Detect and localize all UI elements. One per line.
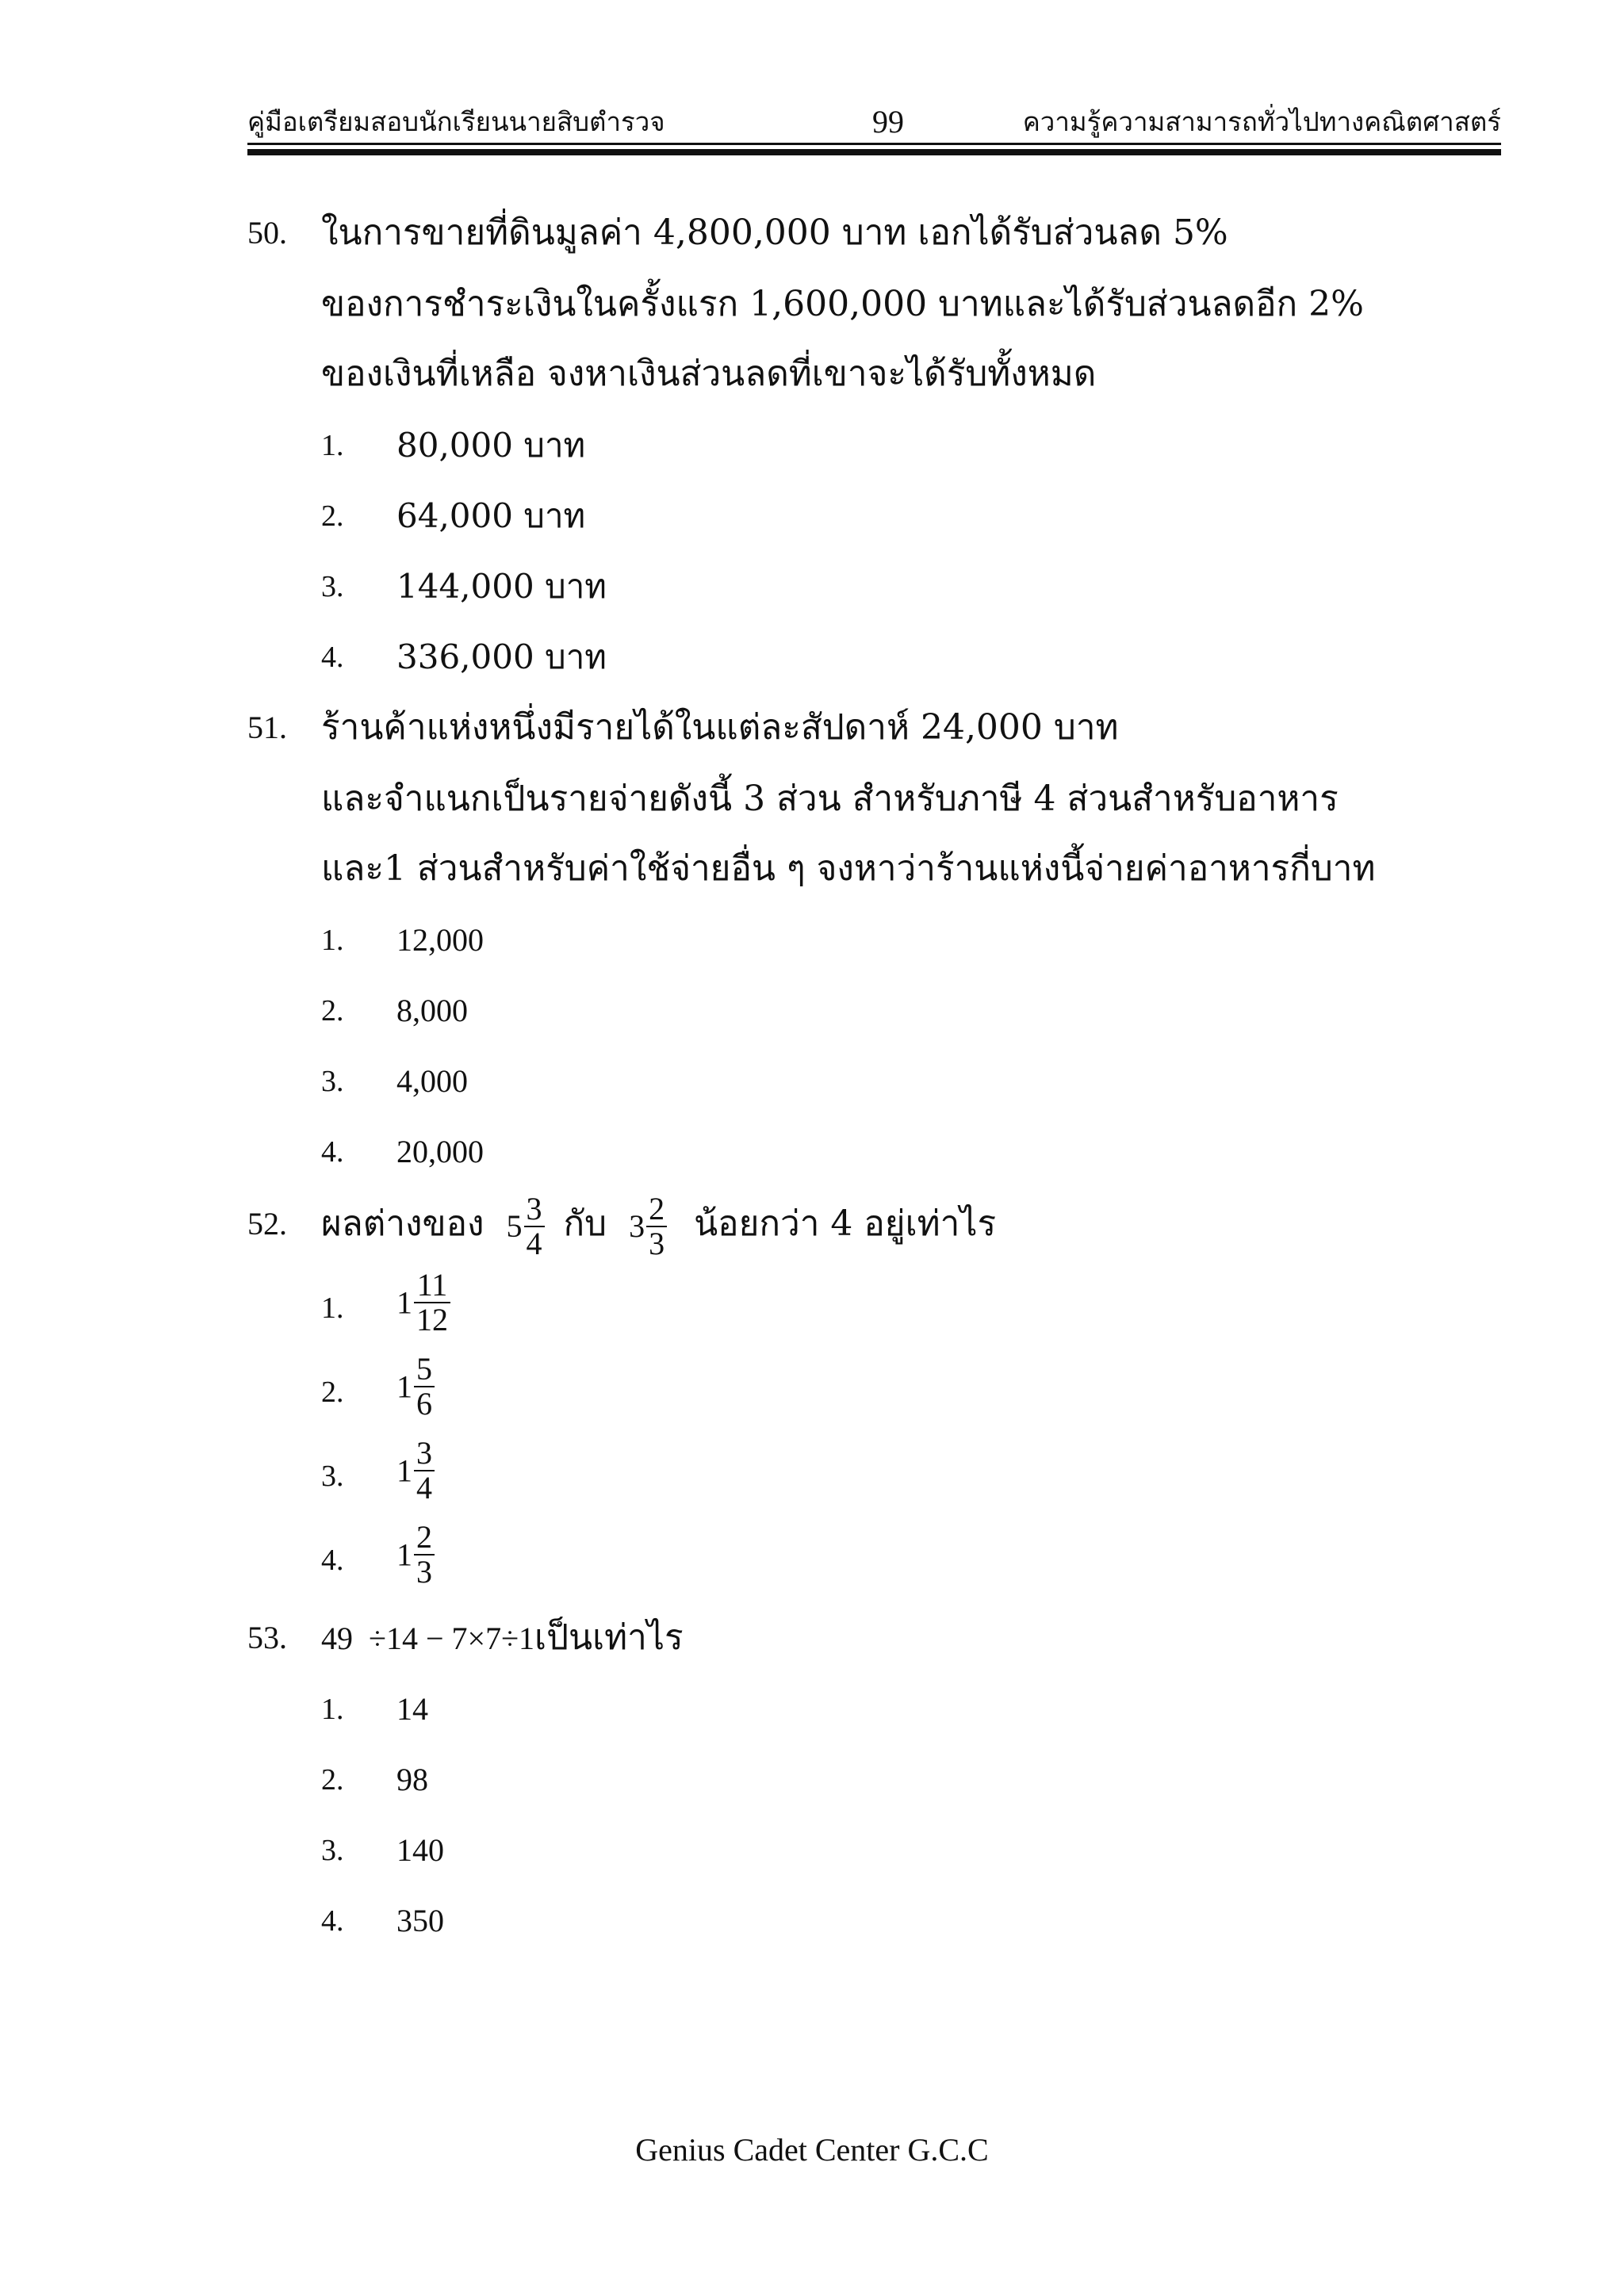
option-number: 1. bbox=[321, 1693, 344, 1726]
option-number: 3. bbox=[321, 1834, 344, 1867]
option-text: 144,000 บาท bbox=[396, 567, 607, 606]
option-text: 80,000 บาท bbox=[396, 426, 586, 465]
fraction-denominator: 3 bbox=[416, 1554, 432, 1590]
fraction-denominator: 12 bbox=[416, 1302, 448, 1337]
mixed-whole: 1 bbox=[396, 1368, 412, 1405]
fraction bbox=[414, 1269, 450, 1337]
header-rule-thick bbox=[247, 149, 1501, 155]
option-number: 4. bbox=[321, 641, 344, 674]
question-text-line: ของการชำระเงินในครั้งแรก 1,600,000 บาทและได้รับส่วนลดอีก 2% bbox=[321, 284, 1364, 324]
question-prefix: ผลต่างของ bbox=[321, 1203, 485, 1244]
question-number: 51. bbox=[247, 710, 287, 745]
question-text-line: ร้านค้าแห่งหนึ่งมีรายได้ในแต่ละสัปดาห์ 24,000 บาท bbox=[321, 707, 1119, 748]
option-text: 98 bbox=[396, 1762, 428, 1797]
fraction-denominator: 6 bbox=[416, 1386, 432, 1422]
option-number: 4. bbox=[321, 1904, 344, 1938]
question-text-line: และ1 ส่วนสำหรับค่าใช้จ่ายอื่น ๆ จงหาว่าร้านแห่งนี้จ่ายค่าอาหารกี่บาท bbox=[321, 848, 1376, 889]
option-text: 336,000 บาท bbox=[396, 637, 607, 676]
option-number: 2. bbox=[321, 1763, 344, 1797]
fraction-numerator: 11 bbox=[414, 1269, 450, 1303]
option-number: 2. bbox=[321, 1376, 344, 1409]
question-number: 53. bbox=[247, 1620, 287, 1655]
option-number: 3. bbox=[321, 570, 344, 603]
header-book-title: คู่มือเตรียมสอบนักเรียนนายสิบตำรวจ bbox=[247, 106, 665, 137]
option-number: 2. bbox=[321, 499, 344, 533]
option-number: 4. bbox=[321, 1135, 344, 1169]
fraction bbox=[414, 1521, 435, 1589]
question-suffix: เป็นเท่าไร bbox=[534, 1617, 684, 1658]
option-number: 1. bbox=[321, 1292, 344, 1325]
question-text-line: ของเงินที่เหลือ จงหาเงินส่วนลดที่เขาจะได้รับทั้งหมด bbox=[321, 354, 1097, 394]
footer-publisher: Genius Cadet Center G.C.C bbox=[635, 2132, 989, 2168]
option-text: 14 bbox=[396, 1691, 428, 1727]
question-text-line bbox=[321, 1614, 684, 1663]
mixed-whole: 3 bbox=[629, 1207, 645, 1244]
option-mixed-number bbox=[396, 1521, 436, 1589]
option-mixed-number bbox=[396, 1269, 452, 1337]
option-number: 1. bbox=[321, 429, 344, 462]
question-text-line bbox=[321, 1189, 996, 1261]
mixed-whole: 5 bbox=[506, 1207, 523, 1244]
question-suffix: น้อยกว่า 4 อยู่เท่าไร bbox=[694, 1203, 997, 1244]
option-mixed-number bbox=[396, 1353, 436, 1421]
option-text: 8,000 bbox=[396, 993, 468, 1028]
option-text: 4,000 bbox=[396, 1063, 468, 1099]
fraction-denominator: 4 bbox=[416, 1470, 432, 1506]
option-text: 350 bbox=[396, 1903, 444, 1938]
option-number: 1. bbox=[321, 924, 344, 957]
fraction bbox=[524, 1192, 545, 1261]
fraction-numerator: 5 bbox=[414, 1353, 435, 1387]
fraction bbox=[646, 1192, 667, 1261]
option-text: 64,000 บาท bbox=[396, 496, 586, 535]
math-expression: 49 ÷14 − 7×7÷1 bbox=[321, 1621, 535, 1656]
option-number: 2. bbox=[321, 994, 344, 1027]
mixed-whole: 1 bbox=[396, 1284, 412, 1321]
fraction-numerator: 2 bbox=[646, 1192, 667, 1227]
fraction-denominator: 3 bbox=[649, 1225, 665, 1261]
fraction-numerator: 3 bbox=[414, 1437, 435, 1471]
fraction bbox=[414, 1353, 435, 1421]
page-number: 99 bbox=[872, 104, 904, 140]
option-mixed-number bbox=[396, 1437, 436, 1505]
fraction-denominator: 4 bbox=[526, 1225, 542, 1261]
question-number: 50. bbox=[247, 215, 287, 251]
header-section-title: ความรู้ความสามารถทั่วไปทางคณิตศาสตร์ bbox=[1022, 106, 1501, 137]
fraction-numerator: 2 bbox=[414, 1521, 435, 1556]
option-text: 20,000 bbox=[396, 1134, 484, 1169]
fraction bbox=[414, 1437, 435, 1505]
question-mid-text: กับ bbox=[563, 1203, 607, 1244]
question-text-line: และจำแนกเป็นรายจ่ายดังนี้ 3 ส่วน สำหรับภาษี 4 ส่วนสำหรับอาหาร bbox=[321, 779, 1339, 819]
option-number: 3. bbox=[321, 1460, 344, 1493]
mixed-whole: 1 bbox=[396, 1452, 412, 1489]
header-rule-thin bbox=[247, 143, 1501, 145]
question-text-line: ในการขายที่ดินมูลค่า 4,800,000 บาท เอกได้รับส่วนลด 5% bbox=[321, 212, 1228, 253]
option-number: 3. bbox=[321, 1065, 344, 1098]
mixed-whole: 1 bbox=[396, 1536, 412, 1573]
question-number: 52. bbox=[247, 1206, 287, 1242]
option-text: 140 bbox=[396, 1832, 444, 1868]
option-number: 4. bbox=[321, 1544, 344, 1577]
fraction-numerator: 3 bbox=[524, 1192, 545, 1227]
option-text: 12,000 bbox=[396, 922, 484, 958]
